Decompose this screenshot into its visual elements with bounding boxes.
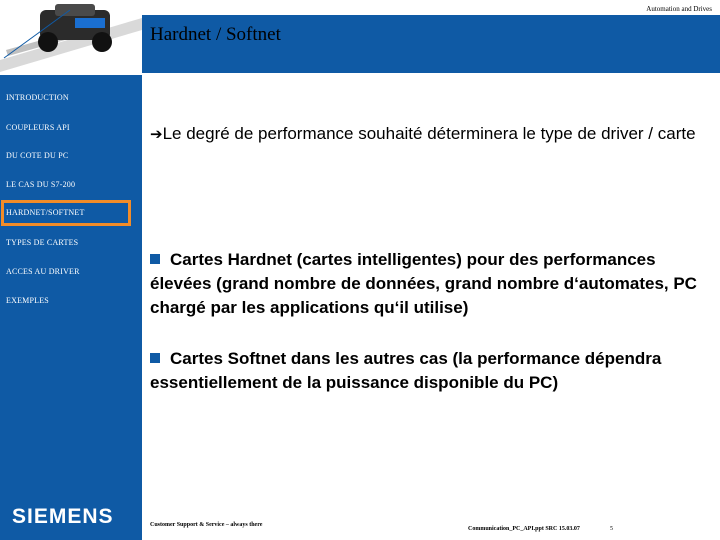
bullet-hardnet-text: Cartes Hardnet (cartes intelligentes) pour des performances élevées (grand nombre de données, grand nombre d‘automates, PC chargé par les applications qu‘il utilise): [150, 250, 697, 317]
siemens-logo: SIEMENS: [12, 505, 114, 528]
race-car-icon: [0, 0, 142, 75]
logo-image: [0, 0, 142, 75]
sidebar-item-du-cote-du-pc[interactable]: DU COTE DU PC: [6, 151, 69, 160]
sidebar-item-acces-au-driver[interactable]: ACCES AU DRIVER: [6, 267, 80, 276]
square-bullet-icon: [150, 353, 160, 363]
sidebar-item-hardnet-softnet[interactable]: HARDNET/SOFTNET: [6, 208, 85, 217]
footer-filename: Communication_PC_API.ppt SRC 15.03.07: [468, 526, 580, 532]
arrow-icon: ➔: [150, 126, 163, 143]
square-bullet-icon: [150, 254, 160, 264]
sidebar-item-coupleurs-api[interactable]: COUPLEURS API: [6, 123, 70, 132]
active-nav-highlight: [1, 200, 131, 226]
footer-tagline: Customer Support & Service – always there: [150, 522, 263, 528]
bullet-softnet: [150, 347, 710, 395]
sidebar-item-le-cas-du-s7-200[interactable]: LE CAS DU S7-200: [6, 180, 76, 189]
bullet-hardnet: [150, 248, 710, 320]
bullet-softnet-text: Cartes Softnet dans les autres cas (la performance dépendra essentiellement de la puissance disponible du PC): [150, 349, 662, 392]
intro-paragraph: [150, 122, 710, 146]
intro-text: Le degré de performance souhaité déterminera le type de driver / carte: [162, 124, 696, 143]
division-label: Automation and Drives: [646, 5, 712, 13]
sidebar-item-exemples[interactable]: EXEMPLES: [6, 296, 49, 305]
sidebar-item-introduction[interactable]: INTRODUCTION: [6, 93, 69, 102]
sidebar-item-types-de-cartes[interactable]: TYPES DE CARTES: [6, 238, 79, 247]
page-title: Hardnet / Softnet: [150, 24, 281, 45]
page-number: 5: [610, 526, 613, 532]
